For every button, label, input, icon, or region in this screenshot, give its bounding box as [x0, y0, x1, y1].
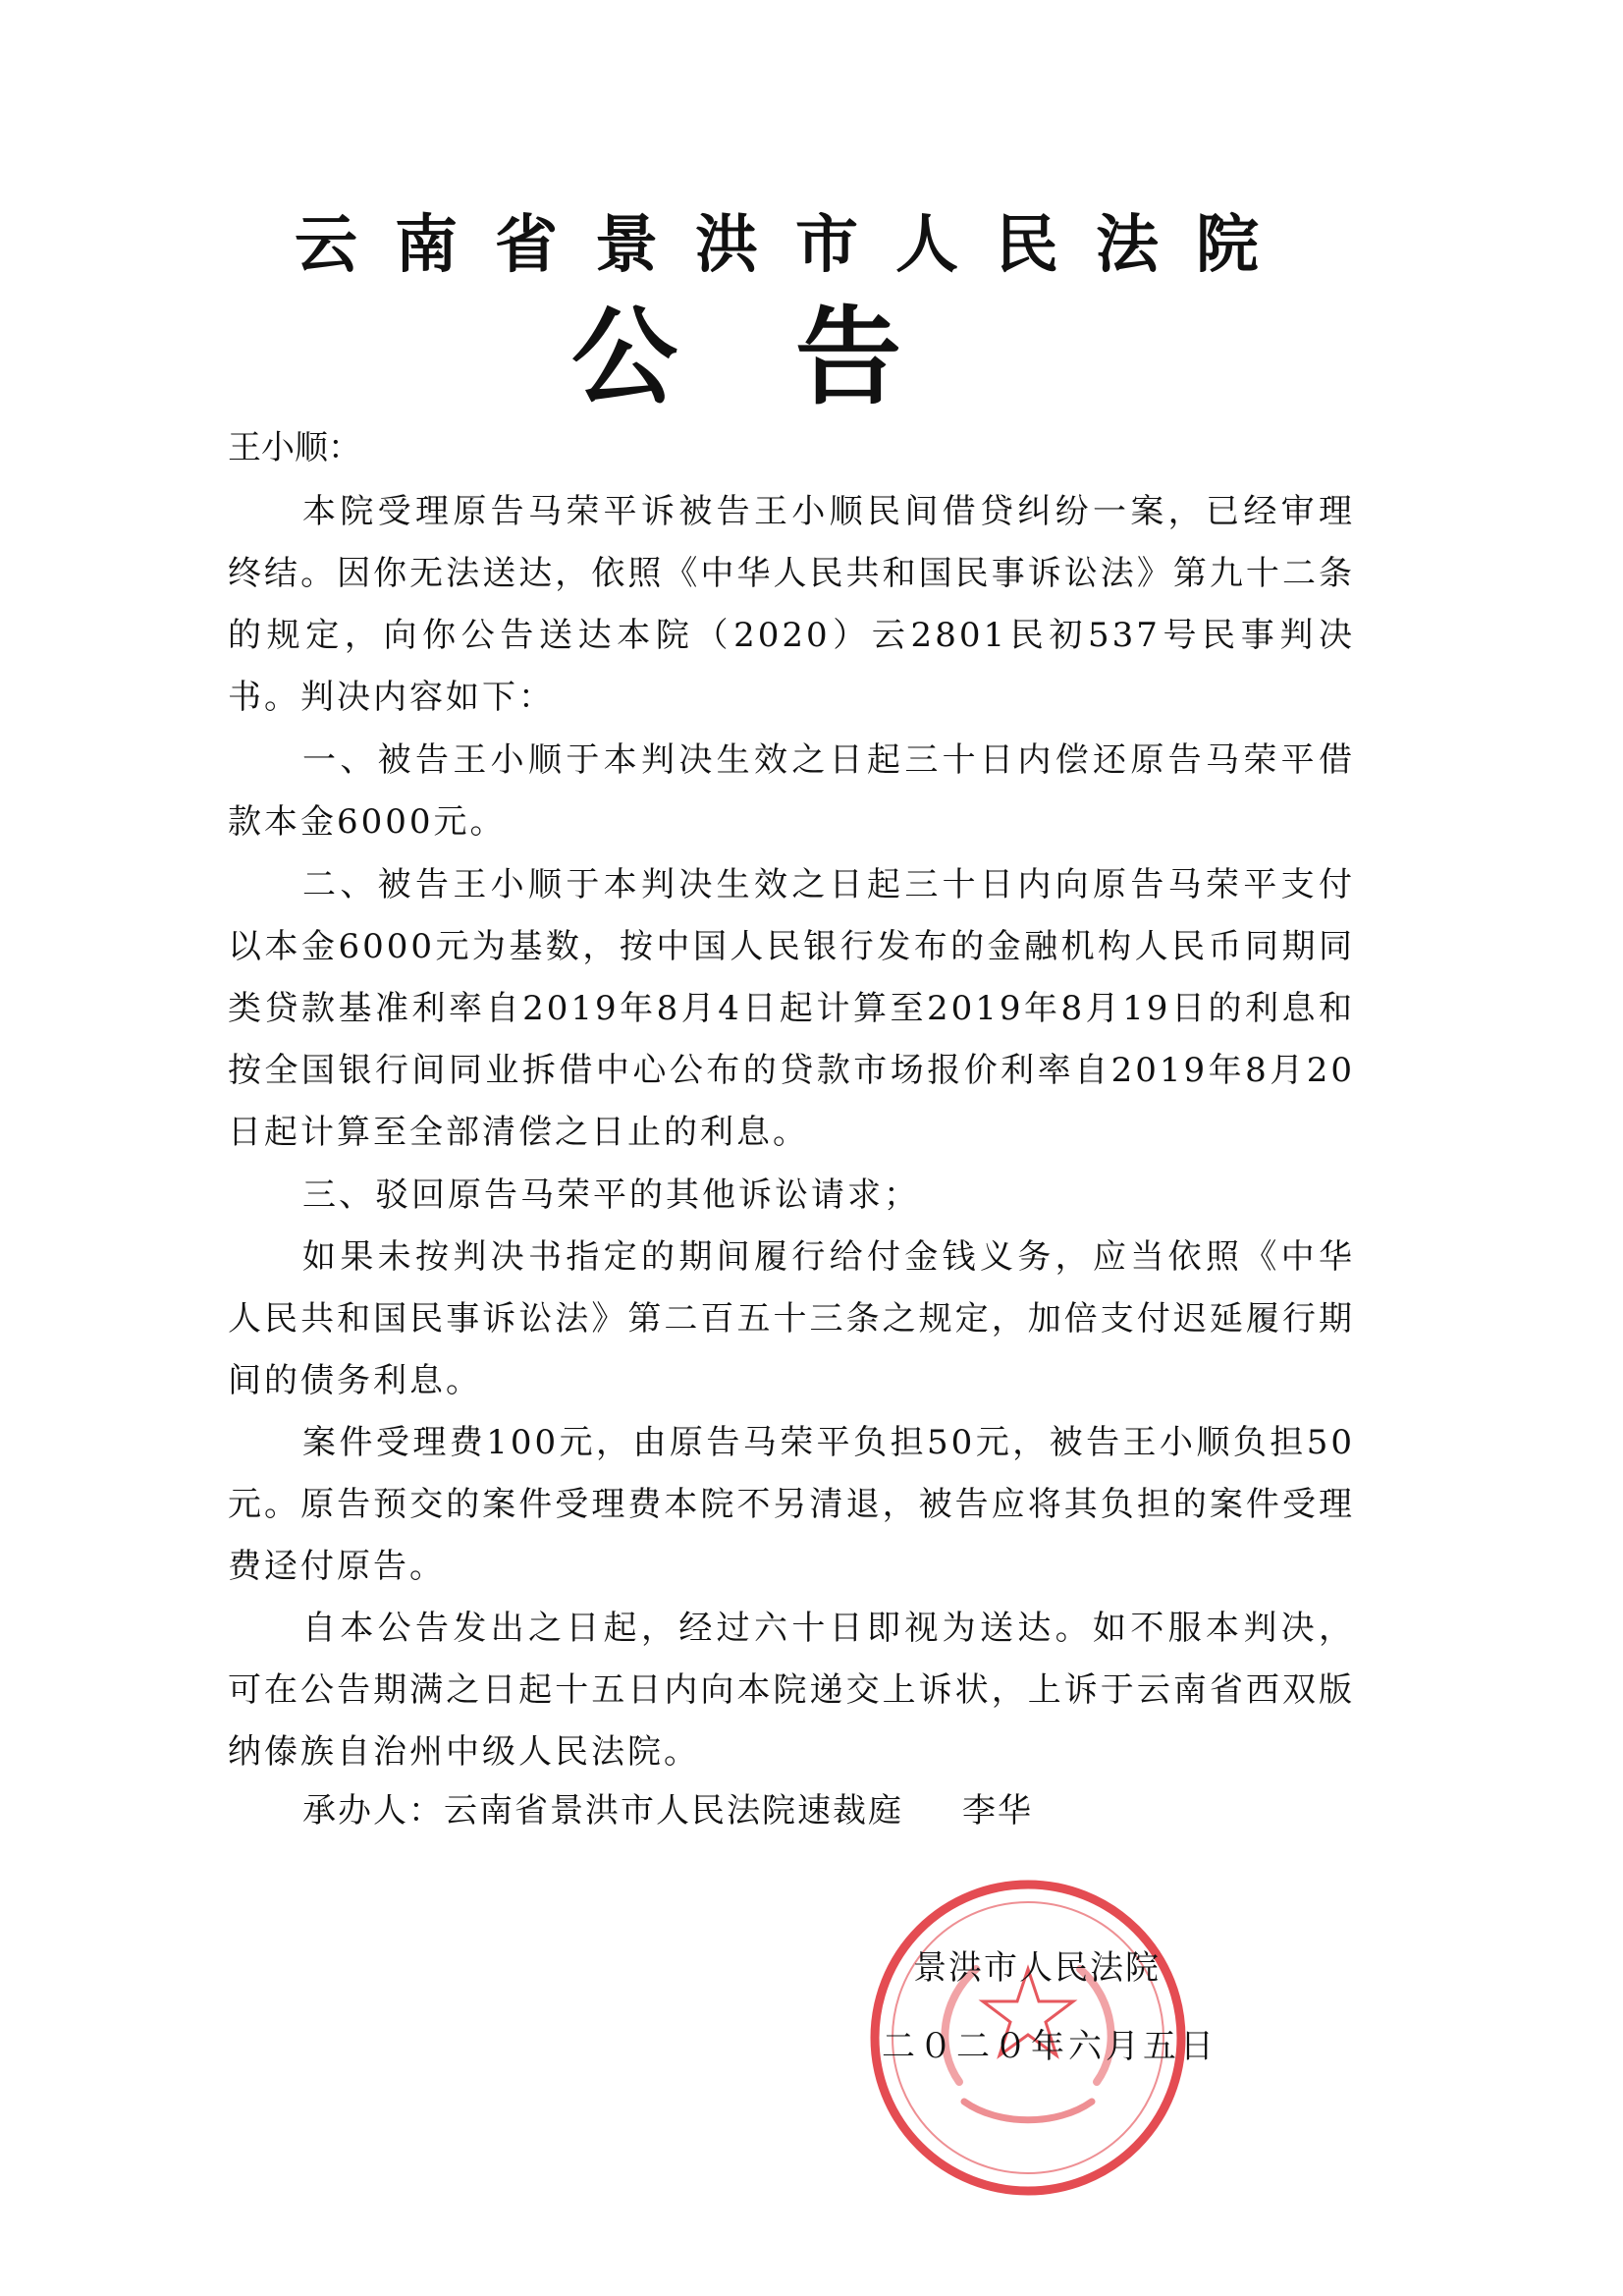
paragraph-service-and-appeal: 自本公告发出之日起，经过六十日即视为送达。如不服本判决，可在公告期满之日起十五日内向本院递交上诉状，上诉于云南省西双版纳傣族自治州中级人民法院。 [228, 1609, 1355, 1772]
handler-name: 李华 [962, 1791, 1033, 1831]
paragraph-ruling-2: 二、被告王小顺于本判决生效之日起三十日内向原告马荣平支付以本金6000元为基数，按中国人民银行发布的金融机构人民币同期同类贷款基准利率自2019年8月4日起计算至2019年8月19日的利息和按全国银行间同业拆借中心公布的贷款市场报价利率自2019年8月20日起计算至全部清偿之日止的利息。 [228, 865, 1355, 1152]
issuing-court: 景洪市人民法院 [913, 1948, 1161, 1988]
document-type-heading: 公告 [570, 297, 1019, 419]
paragraph-case-fees: 案件受理费100元，由原告马荣平负担50元，被告王小顺负担50元。原告预交的案件受理费本院不另清退，被告应将其负担的案件受理费迳付原告。 [228, 1423, 1355, 1586]
paragraph-performance-obligation: 如果未按判决书指定的期间履行给付金钱义务，应当依照《中华人民共和国民事诉讼法》第二百五十三条之规定，加倍支付迟延履行期间的债务利息。 [228, 1237, 1355, 1400]
handler-label: 承办人：云南省景洪市人民法院速裁庭 [302, 1791, 903, 1831]
recipient-salutation: 王小顺： [228, 428, 361, 467]
paragraph-case-intro: 本院受理原告马荣平诉被告王小顺民间借贷纠纷一案，已经审理终结。因你无法送达，依照《中华人民共和国民事诉讼法》第九十二条的规定，向你公告送达本院（2020）云2801民初537号民事判决书。判决内容如下： [228, 492, 1355, 717]
court-name-heading: 云南省景洪市人民法院 [295, 209, 1296, 282]
issue-date: 二０二０年六月五日 [882, 2027, 1217, 2066]
paragraph-ruling-1: 一、被告王小顺于本判决生效之日起三十日内偿还原告马荣平借款本金6000元。 [228, 740, 1355, 842]
paragraph-ruling-3: 三、驳回原告马荣平的其他诉讼请求； [302, 1175, 920, 1215]
handler-signature [302, 1787, 1033, 1834]
